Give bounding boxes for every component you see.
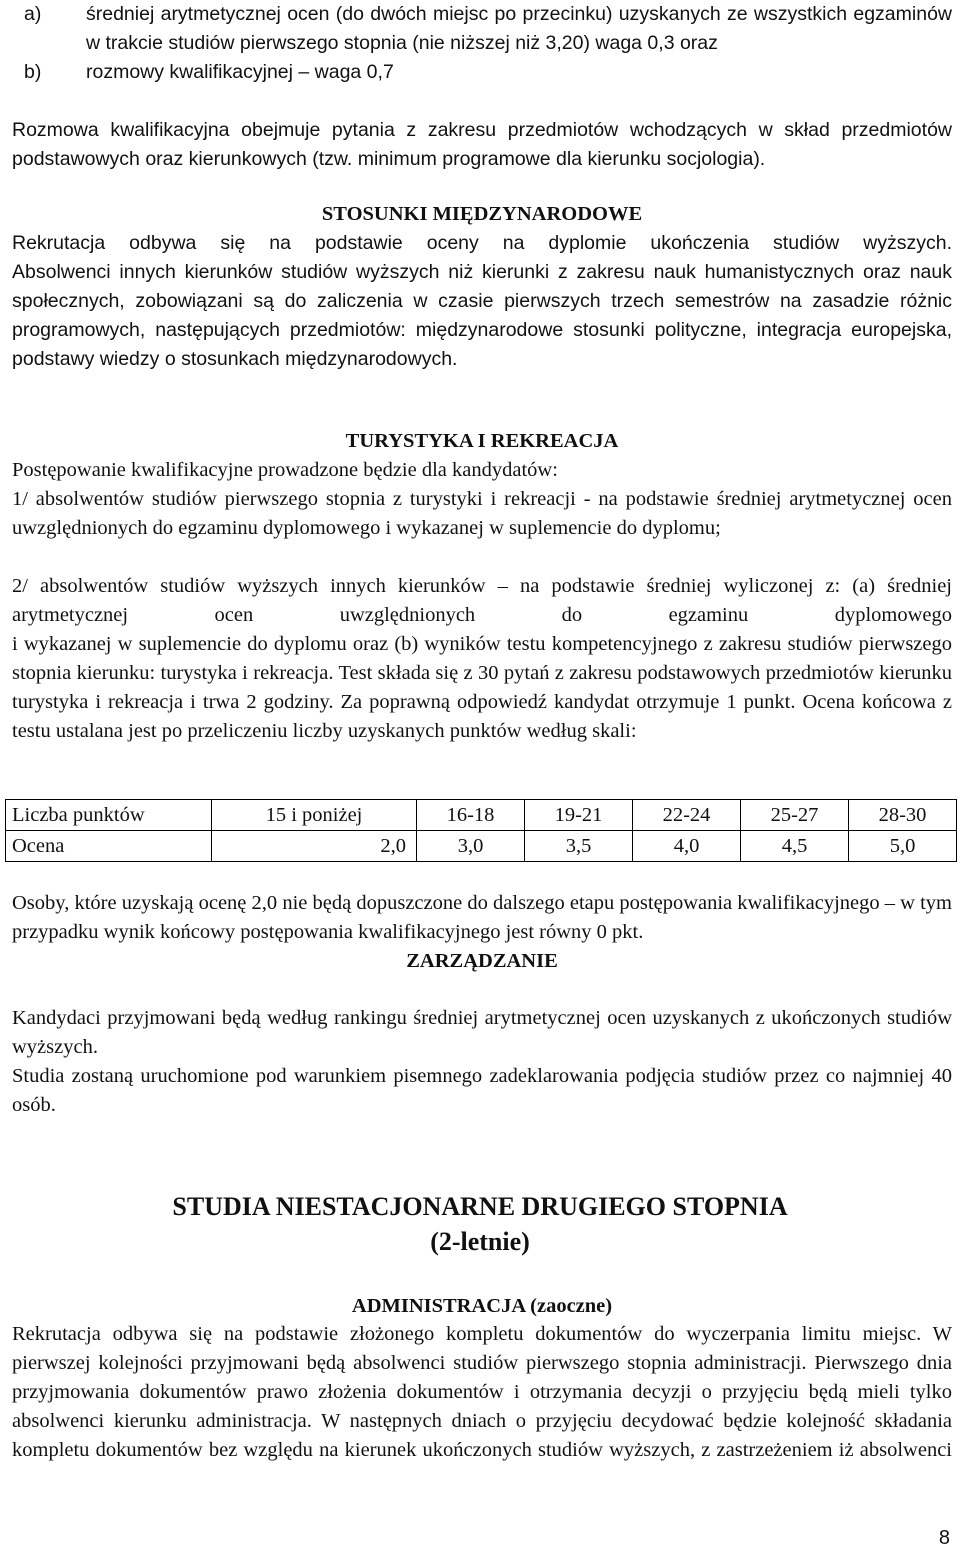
zarzadzanie-paragraph-2: Studia zostaną uruchomione pod warunkiem pisemnego zadeklarowania podjęcia studiów przez co najmniej 40 osób.	[12, 1065, 952, 1116]
section-heading-zarzadzanie: ZARZĄDZANIE	[406, 950, 558, 972]
table-cell: 19-21	[525, 800, 633, 831]
table-cell: 2,0	[212, 831, 417, 862]
table-cell: 3,5	[525, 831, 633, 862]
interview-paragraph: Rozmowa kwalifikacyjna obejmuje pytania z zakresu przedmiotów wchodzących w skład przedmiotów podstawowych oraz kierunkowych (tzw. minimum programowe dla kierunku socjologia).	[12, 119, 952, 170]
turystyka-item-2b: i wykazanej w suplemencie do dyplomu oraz (b) wyników testu kompetencyjnego z zakresu studiów pierwszego stopnia kierunku: turystyka i rekreacja. Test składa się z 30 pytań z zakresu podstawowych przedmiotów kierunku turystyka i rekreacja i trwa 2 godziny. Za poprawną odpowiedź kandydat otrzymuje 1 punkt. Ocena końcowa z testu ustalana jest po przeliczeniu liczby uzyskanych punktów według skali:	[12, 633, 952, 742]
table-cell: 4,0	[633, 831, 741, 862]
table-cell: 22-24	[633, 800, 741, 831]
stosunki-paragraph-1: Rekrutacja odbywa się na podstawie oceny na dyplomie ukończenia studiów wyższych.	[12, 232, 952, 254]
table-cell: 15 i poniżej	[212, 800, 417, 831]
table-cell: 5,0	[849, 831, 957, 862]
turystyka-intro: Postępowanie kwalifikacyjne prowadzone będzie dla kandydatów:	[12, 459, 558, 481]
list-marker: a)	[24, 3, 42, 25]
list-marker: b)	[24, 61, 42, 83]
stosunki-paragraph-2: Absolwenci innych kierunków studiów wyższych niż kierunki z zakresu nauk humanistycznych oraz nauk społecznych, zobowiązani są do zaliczenia w czasie pierwszych trzech semestrów na zasadzie różnic programowych, następujących przedmiotów: międzynarodowe stosunki polityczne, integracja europejska, podstawy wiedzy o stosunkach międzynarodowych.	[12, 261, 952, 370]
table-cell: 28-30	[849, 800, 957, 831]
page-number: 8	[938, 1527, 950, 1549]
turystyka-item-2a: 2/ absolwentów studiów wyższych innych kierunków – na podstawie średniej wyliczonej z: (a) średniej arytmetycznej ocen uwzględnionych do egzaminu dyplomowego	[12, 575, 952, 626]
zarzadzanie-paragraph-1: Kandydaci przyjmowani będą według rankingu średniej arytmetycznej ocen uzyskanych z ukończonych studiów wyższych.	[12, 1007, 952, 1058]
section-heading-administracja: ADMINISTRACJA (zaoczne)	[351, 1295, 613, 1317]
score-table	[5, 799, 957, 862]
table-cell: 4,5	[741, 831, 849, 862]
list-item-text: rozmowy kwalifikacyjnej – waga 0,7	[86, 61, 394, 83]
table-row	[6, 831, 957, 862]
turystyka-item-1: 1/ absolwentów studiów pierwszego stopnia z turystyki i rekreacji - na podstawie średniej arytmetycznej ocen uwzględnionych do egzaminu dyplomowego i wykazanej w suplemencie do dyplomu;	[12, 488, 952, 539]
list-item	[12, 58, 952, 87]
table-cell: Liczba punktów	[6, 800, 212, 831]
section-heading-turystyka: TURYSTYKA I REKREACJA	[345, 430, 619, 452]
section-heading-stosunki: STOSUNKI MIĘDZYNARODOWE	[321, 203, 643, 225]
table-cell: 3,0	[417, 831, 525, 862]
list-item	[12, 0, 952, 58]
table-cell: Ocena	[6, 831, 212, 862]
after-table-paragraph: Osoby, które uzyskają ocenę 2,0 nie będą dopuszczone do dalszego etapu postępowania kwalifikacyjnego – w tym przypadku wynik końcowy postępowania kwalifikacyjnego jest równy 0 pkt.	[12, 892, 952, 943]
section-title-line-2: (2-letnie)	[430, 1227, 530, 1256]
administracja-paragraph: Rekrutacja odbywa się na podstawie złożonego kompletu dokumentów do wyczerpania limitu miejsc. W pierwszej kolejności przyjmowani będą absolwenci studiów pierwszego stopnia administracji. Pierwszego dnia przyjmowania dokumentów prawo złożenia dokumentów i otrzymania decyzji o przyjęciu będą mieli tylko absolwenci kierunku administracja. W następnych dniach o przyjęciu decydować będzie kolejność składania kompletu dokumentów bez względu na kierunek ukończonych studiów wyższych, z zastrzeżeniem iż absolwenci	[12, 1323, 952, 1461]
criteria-list	[12, 0, 952, 87]
list-item-text: średniej arytmetycznej ocen (do dwóch miejsc po przecinku) uzyskanych ze wszystkich egzaminów w trakcie studiów pierwszego stopnia (nie niższej niż 3,20) waga 0,3 oraz	[86, 3, 952, 54]
section-title-line-1: STUDIA NIESTACJONARNE DRUGIEGO STOPNIA	[172, 1192, 788, 1221]
table-cell: 16-18	[417, 800, 525, 831]
table-row	[6, 800, 957, 831]
table-cell: 25-27	[741, 800, 849, 831]
